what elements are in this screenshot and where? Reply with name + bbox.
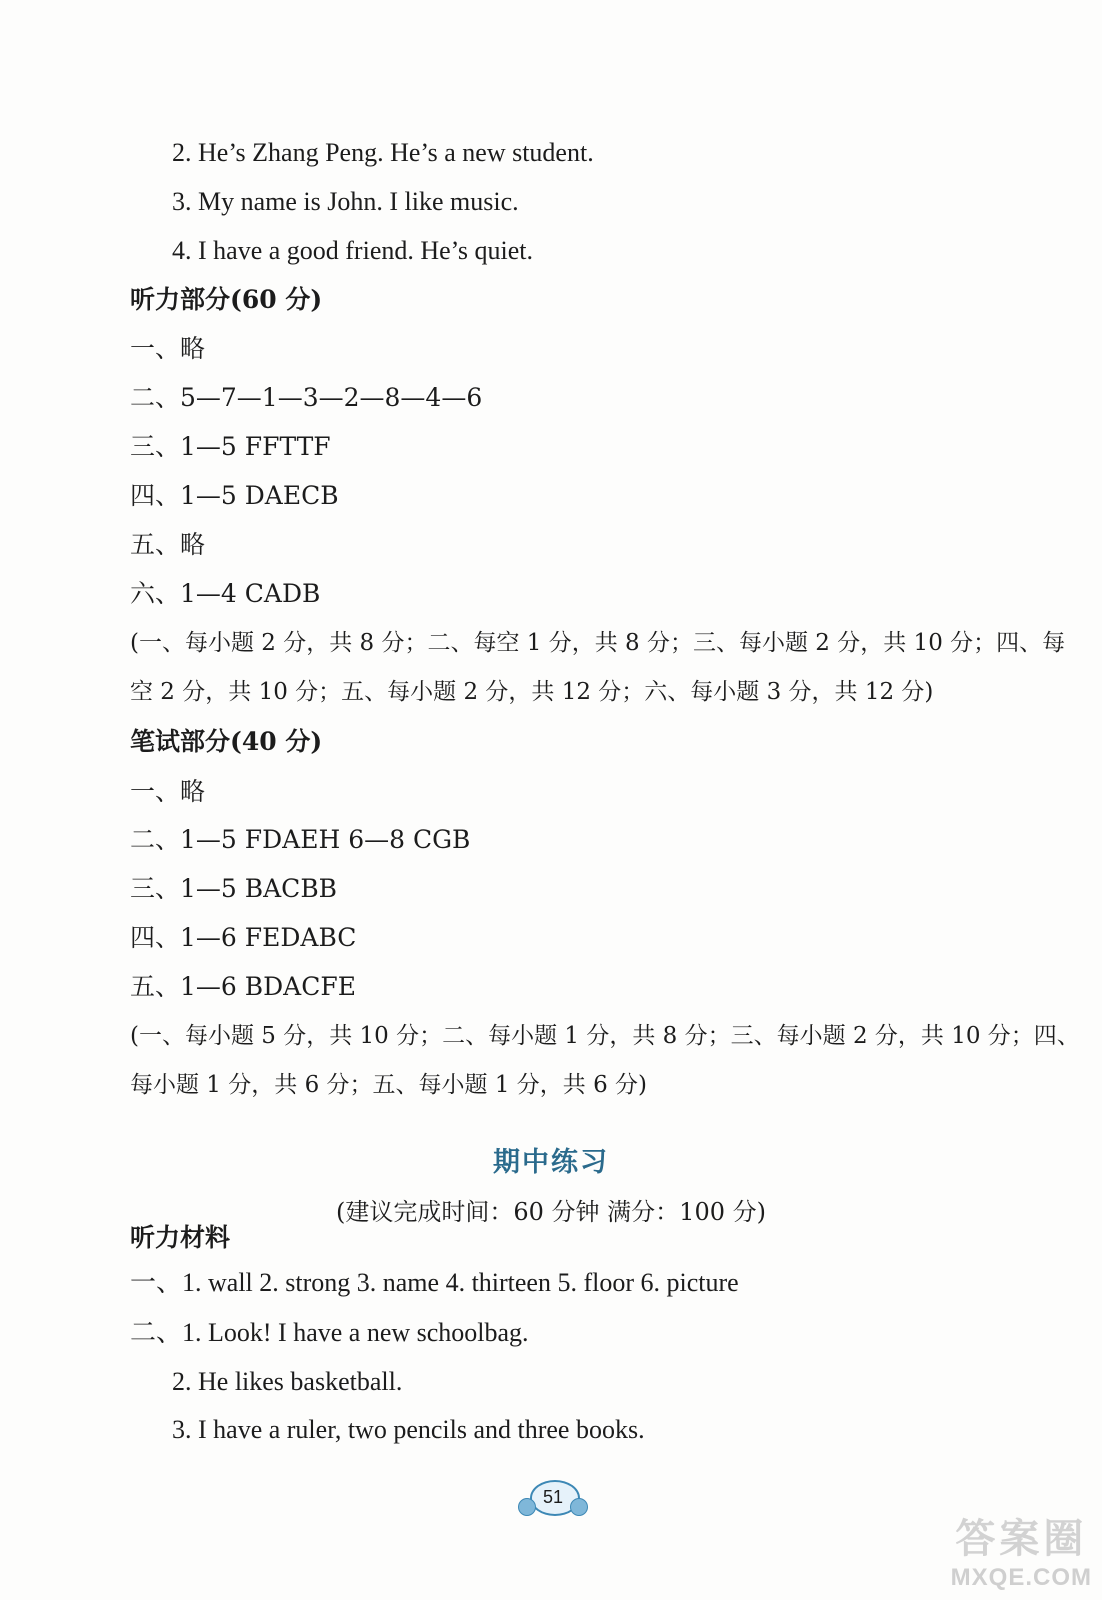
page-number-text: 51 [542, 1486, 564, 1507]
watermark-cn: 答案圈 [955, 1517, 1088, 1561]
text-line: 3. My name is John. I like music. [172, 187, 519, 216]
text-line: 2. He likes basketball. [172, 1367, 403, 1396]
answer-line: 四、1—5 DAECB [130, 481, 339, 510]
midterm-subtitle: (建议完成时间：60 分钟 满分：100 分) [336, 1198, 766, 1226]
page-number [518, 1480, 588, 1514]
answer-line: 一、略 [130, 777, 206, 806]
answer-line: 一、略 [130, 334, 206, 363]
section-heading-listening: 听力部分(60 分) [130, 285, 323, 314]
answer-line: 二、1—5 FDAEH 6—8 CGB [130, 825, 471, 854]
watermark-logo [951, 1507, 1092, 1592]
text-line: 二、1. Look! I have a new schoolbag. [130, 1318, 529, 1347]
answer-line: 四、1—6 FEDABC [130, 923, 357, 952]
answer-line: 五、1—6 BDACFE [130, 972, 356, 1001]
decor-dot-icon [518, 1498, 536, 1516]
answer-line: 六、1—4 CADB [130, 579, 321, 608]
text-line: 2. He’s Zhang Peng. He’s a new student. [172, 138, 594, 167]
answer-line: 二、5—7—1—3—2—8—4—6 [130, 383, 483, 412]
text-line: 4. I have a good friend. He’s quiet. [172, 236, 534, 265]
decor-dot-icon [570, 1498, 588, 1516]
scoring-note: 空 2 分，共 10 分；五、每小题 2 分，共 12 分；六、每小题 3 分，共 12 分) [130, 679, 934, 705]
answer-line: 三、1—5 FFTTF [130, 432, 331, 461]
text-line: 3. I have a ruler, two pencils and three books. [172, 1415, 645, 1444]
section-heading-written: 笔试部分(40 分) [130, 727, 323, 756]
scoring-note: (一、每小题 2 分，共 8 分；二、每空 1 分，共 8 分；三、每小题 2 分，共 10 分；四、每 [130, 630, 1066, 656]
watermark-en: MXQE.COM [950, 1564, 1092, 1591]
midterm-title: 期中练习 [493, 1147, 609, 1178]
scoring-note: (一、每小题 5 分，共 10 分；二、每小题 1 分，共 8 分；三、每小题 2 分，共 10 分；四、 [130, 1023, 1080, 1049]
scoring-note: 每小题 1 分，共 6 分；五、每小题 1 分，共 6 分) [130, 1072, 647, 1098]
answer-line: 五、略 [130, 530, 206, 559]
answer-line: 三、1—5 BACBB [130, 874, 338, 903]
text-line: 一、1. wall 2. strong 3. name 4. thirteen 5. floor 6. picture [130, 1268, 739, 1297]
section-heading-material: 听力材料 [130, 1223, 231, 1252]
